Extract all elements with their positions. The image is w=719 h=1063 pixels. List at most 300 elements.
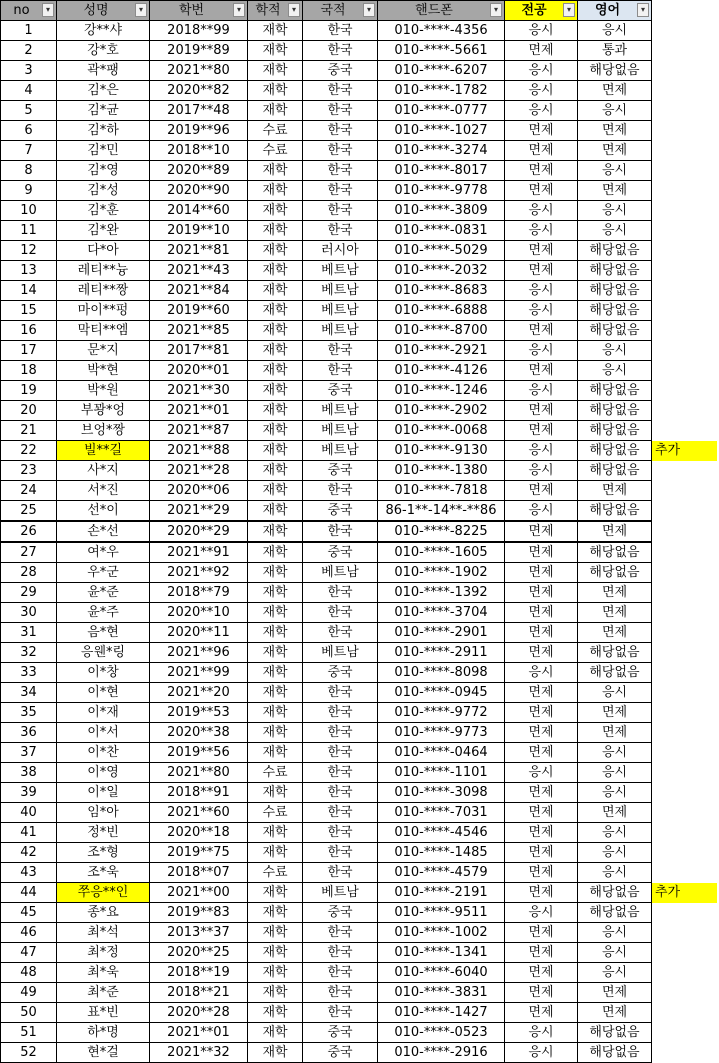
cell-sid[interactable]: 2021**01 — [150, 401, 248, 421]
cell-phone[interactable]: 010-****-1101 — [378, 763, 505, 783]
cell-note[interactable] — [652, 101, 718, 121]
cell-major[interactable]: 면제 — [505, 161, 578, 181]
cell-sid[interactable]: 2021**84 — [150, 281, 248, 301]
cell-name[interactable]: 김*은 — [57, 81, 150, 101]
cell-nat[interactable]: 한국 — [303, 963, 378, 983]
cell-note[interactable] — [652, 61, 718, 81]
cell-eng[interactable]: 응시 — [578, 743, 652, 763]
cell-phone[interactable]: 010-****-9772 — [378, 703, 505, 723]
cell-no[interactable]: 20 — [1, 401, 57, 421]
cell-nat[interactable]: 한국 — [303, 803, 378, 823]
cell-eng[interactable]: 해당없음 — [578, 883, 652, 903]
cell-status[interactable]: 재학 — [248, 201, 303, 221]
cell-eng[interactable]: 면제 — [578, 623, 652, 643]
cell-sid[interactable]: 2019**83 — [150, 903, 248, 923]
table-row[interactable] — [1, 663, 718, 683]
cell-no[interactable]: 33 — [1, 663, 57, 683]
cell-nat[interactable]: 베트남 — [303, 301, 378, 321]
cell-no[interactable]: 42 — [1, 843, 57, 863]
cell-major[interactable]: 응시 — [505, 341, 578, 361]
cell-no[interactable]: 7 — [1, 141, 57, 161]
cell-nat[interactable]: 중국 — [303, 542, 378, 563]
cell-name[interactable]: 우*군 — [57, 563, 150, 583]
cell-eng[interactable]: 해당없음 — [578, 421, 652, 441]
cell-major[interactable]: 응시 — [505, 763, 578, 783]
cell-name[interactable]: 막티**엠 — [57, 321, 150, 341]
cell-sid[interactable]: 2013**37 — [150, 923, 248, 943]
cell-phone[interactable]: 010-****-8017 — [378, 161, 505, 181]
cell-note[interactable] — [652, 281, 718, 301]
column-header-no[interactable] — [1, 1, 57, 21]
cell-major[interactable]: 면제 — [505, 121, 578, 141]
cell-phone[interactable]: 010-****-1392 — [378, 583, 505, 603]
cell-note[interactable] — [652, 81, 718, 101]
cell-status[interactable]: 재학 — [248, 743, 303, 763]
cell-sid[interactable]: 2021**01 — [150, 1023, 248, 1043]
cell-status[interactable]: 재학 — [248, 221, 303, 241]
cell-sid[interactable]: 2021**43 — [150, 261, 248, 281]
cell-status[interactable]: 재학 — [248, 381, 303, 401]
cell-note[interactable] — [652, 743, 718, 763]
cell-eng[interactable]: 응시 — [578, 783, 652, 803]
cell-sid[interactable]: 2021**60 — [150, 803, 248, 823]
cell-nat[interactable]: 한국 — [303, 723, 378, 743]
column-header-phone[interactable] — [378, 1, 505, 21]
cell-note[interactable] — [652, 923, 718, 943]
cell-sid[interactable]: 2021**87 — [150, 421, 248, 441]
cell-phone[interactable]: 010-****-8683 — [378, 281, 505, 301]
cell-phone[interactable]: 010-****-9130 — [378, 441, 505, 461]
cell-eng[interactable]: 면제 — [578, 521, 652, 542]
cell-nat[interactable]: 베트남 — [303, 883, 378, 903]
cell-phone[interactable]: 010-****-2916 — [378, 1043, 505, 1063]
table-row[interactable] — [1, 1043, 718, 1063]
cell-name[interactable]: 김*성 — [57, 181, 150, 201]
cell-status[interactable]: 수료 — [248, 121, 303, 141]
cell-phone[interactable]: 010-****-6207 — [378, 61, 505, 81]
table-row[interactable] — [1, 563, 718, 583]
cell-no[interactable]: 3 — [1, 61, 57, 81]
cell-nat[interactable]: 중국 — [303, 663, 378, 683]
cell-note[interactable] — [652, 421, 718, 441]
column-header-name[interactable] — [57, 1, 150, 21]
table-row[interactable] — [1, 121, 718, 141]
cell-phone[interactable]: 010-****-2921 — [378, 341, 505, 361]
cell-nat[interactable]: 베트남 — [303, 421, 378, 441]
cell-status[interactable]: 수료 — [248, 863, 303, 883]
cell-note[interactable] — [652, 381, 718, 401]
cell-major[interactable]: 면제 — [505, 241, 578, 261]
cell-sid[interactable]: 2021**96 — [150, 643, 248, 663]
cell-note[interactable]: 추가 — [652, 441, 718, 461]
cell-sid[interactable]: 2018**07 — [150, 863, 248, 883]
cell-phone[interactable]: 010-****-2032 — [378, 261, 505, 281]
cell-sid[interactable]: 2020**01 — [150, 361, 248, 381]
cell-major[interactable]: 면제 — [505, 563, 578, 583]
cell-sid[interactable]: 2020**25 — [150, 943, 248, 963]
column-header-major[interactable] — [505, 1, 578, 21]
cell-name[interactable]: 이*일 — [57, 783, 150, 803]
cell-name[interactable]: 윤*주 — [57, 603, 150, 623]
filter-dropdown-chevron-down-icon[interactable]: ▾ — [42, 3, 54, 17]
cell-major[interactable]: 면제 — [505, 401, 578, 421]
cell-sid[interactable]: 2018**99 — [150, 21, 248, 41]
cell-name[interactable]: 조*욱 — [57, 863, 150, 883]
cell-name[interactable]: 박*현 — [57, 361, 150, 381]
cell-no[interactable]: 39 — [1, 783, 57, 803]
cell-major[interactable]: 면제 — [505, 583, 578, 603]
table-row[interactable] — [1, 963, 718, 983]
cell-note[interactable] — [652, 141, 718, 161]
cell-nat[interactable]: 한국 — [303, 21, 378, 41]
cell-status[interactable]: 재학 — [248, 663, 303, 683]
cell-eng[interactable]: 해당없음 — [578, 441, 652, 461]
cell-status[interactable]: 재학 — [248, 963, 303, 983]
cell-phone[interactable]: 010-****-0777 — [378, 101, 505, 121]
table-row[interactable] — [1, 101, 718, 121]
table-row[interactable] — [1, 883, 718, 903]
cell-note[interactable] — [652, 903, 718, 923]
cell-name[interactable]: 마이**펑 — [57, 301, 150, 321]
cell-nat[interactable]: 한국 — [303, 81, 378, 101]
cell-name[interactable]: 곽*팽 — [57, 61, 150, 81]
table-row[interactable] — [1, 221, 718, 241]
cell-phone[interactable]: 010-****-0523 — [378, 1023, 505, 1043]
table-row[interactable] — [1, 141, 718, 161]
cell-nat[interactable]: 한국 — [303, 521, 378, 542]
cell-note[interactable] — [652, 863, 718, 883]
cell-note[interactable] — [652, 261, 718, 281]
cell-note[interactable] — [652, 643, 718, 663]
table-row[interactable] — [1, 321, 718, 341]
cell-name[interactable]: 최*정 — [57, 943, 150, 963]
cell-name[interactable]: 최*석 — [57, 923, 150, 943]
cell-no[interactable]: 26 — [1, 521, 57, 542]
cell-nat[interactable]: 한국 — [303, 221, 378, 241]
cell-major[interactable]: 면제 — [505, 843, 578, 863]
cell-eng[interactable]: 응시 — [578, 763, 652, 783]
cell-status[interactable]: 재학 — [248, 441, 303, 461]
cell-major[interactable]: 응시 — [505, 441, 578, 461]
cell-nat[interactable]: 한국 — [303, 181, 378, 201]
cell-no[interactable]: 12 — [1, 241, 57, 261]
cell-name[interactable]: 이*영 — [57, 763, 150, 783]
cell-nat[interactable]: 한국 — [303, 863, 378, 883]
cell-status[interactable]: 재학 — [248, 61, 303, 81]
cell-name[interactable]: 선*이 — [57, 501, 150, 522]
cell-phone[interactable]: 010-****-8225 — [378, 521, 505, 542]
cell-status[interactable]: 재학 — [248, 923, 303, 943]
cell-sid[interactable]: 2020**06 — [150, 481, 248, 501]
cell-status[interactable]: 재학 — [248, 903, 303, 923]
cell-no[interactable]: 51 — [1, 1023, 57, 1043]
cell-major[interactable]: 면제 — [505, 181, 578, 201]
table-row[interactable] — [1, 241, 718, 261]
filter-dropdown-chevron-down-icon[interactable]: ▾ — [233, 3, 245, 17]
cell-nat[interactable]: 러시아 — [303, 241, 378, 261]
cell-no[interactable]: 52 — [1, 1043, 57, 1063]
cell-status[interactable]: 재학 — [248, 623, 303, 643]
cell-status[interactable]: 재학 — [248, 361, 303, 381]
cell-name[interactable]: 이*창 — [57, 663, 150, 683]
cell-name[interactable]: 레티**늉 — [57, 261, 150, 281]
table-row[interactable] — [1, 623, 718, 643]
cell-status[interactable]: 재학 — [248, 542, 303, 563]
cell-major[interactable]: 면제 — [505, 823, 578, 843]
cell-eng[interactable]: 면제 — [578, 141, 652, 161]
cell-eng[interactable]: 해당없음 — [578, 1023, 652, 1043]
cell-no[interactable]: 35 — [1, 703, 57, 723]
cell-name[interactable]: 김*하 — [57, 121, 150, 141]
column-header-sid[interactable] — [150, 1, 248, 21]
cell-no[interactable]: 45 — [1, 903, 57, 923]
cell-phone[interactable]: 010-****-1782 — [378, 81, 505, 101]
cell-nat[interactable]: 한국 — [303, 341, 378, 361]
cell-eng[interactable]: 해당없음 — [578, 663, 652, 683]
cell-major[interactable]: 면제 — [505, 743, 578, 763]
cell-sid[interactable]: 2020**89 — [150, 161, 248, 181]
cell-major[interactable]: 응시 — [505, 301, 578, 321]
cell-major[interactable]: 응시 — [505, 1023, 578, 1043]
cell-no[interactable]: 2 — [1, 41, 57, 61]
cell-name[interactable]: 서*진 — [57, 481, 150, 501]
cell-phone[interactable]: 010-****-3274 — [378, 141, 505, 161]
cell-name[interactable]: 브엉*짱 — [57, 421, 150, 441]
cell-note[interactable] — [652, 783, 718, 803]
cell-note[interactable] — [652, 803, 718, 823]
cell-status[interactable]: 재학 — [248, 301, 303, 321]
cell-eng[interactable]: 면제 — [578, 1003, 652, 1023]
cell-phone[interactable]: 010-****-1902 — [378, 563, 505, 583]
cell-major[interactable]: 면제 — [505, 1003, 578, 1023]
cell-phone[interactable]: 86-1**-14**-**86 — [378, 501, 505, 522]
cell-status[interactable]: 재학 — [248, 683, 303, 703]
cell-eng[interactable]: 해당없음 — [578, 542, 652, 563]
cell-status[interactable]: 재학 — [248, 603, 303, 623]
cell-status[interactable]: 수료 — [248, 763, 303, 783]
cell-sid[interactable]: 2021**00 — [150, 883, 248, 903]
table-row[interactable] — [1, 161, 718, 181]
cell-note[interactable] — [652, 823, 718, 843]
cell-note[interactable] — [652, 501, 718, 522]
cell-major[interactable]: 면제 — [505, 643, 578, 663]
cell-sid[interactable]: 2014**60 — [150, 201, 248, 221]
cell-no[interactable]: 32 — [1, 643, 57, 663]
table-row[interactable] — [1, 723, 718, 743]
cell-phone[interactable]: 010-****-6888 — [378, 301, 505, 321]
cell-note[interactable] — [652, 161, 718, 181]
cell-no[interactable]: 5 — [1, 101, 57, 121]
cell-note[interactable] — [652, 481, 718, 501]
cell-sid[interactable]: 2019**60 — [150, 301, 248, 321]
cell-note[interactable] — [652, 703, 718, 723]
cell-name[interactable]: 최*욱 — [57, 963, 150, 983]
cell-major[interactable]: 응시 — [505, 663, 578, 683]
table-row[interactable] — [1, 1003, 718, 1023]
cell-eng[interactable]: 해당없음 — [578, 301, 652, 321]
cell-name[interactable]: 현*걸 — [57, 1043, 150, 1063]
cell-sid[interactable]: 2021**80 — [150, 61, 248, 81]
cell-phone[interactable]: 010-****-2901 — [378, 623, 505, 643]
cell-nat[interactable]: 베트남 — [303, 401, 378, 421]
cell-eng[interactable]: 해당없음 — [578, 321, 652, 341]
cell-sid[interactable]: 2020**82 — [150, 81, 248, 101]
cell-major[interactable]: 면제 — [505, 943, 578, 963]
cell-no[interactable]: 11 — [1, 221, 57, 241]
cell-eng[interactable]: 통과 — [578, 41, 652, 61]
cell-nat[interactable]: 한국 — [303, 843, 378, 863]
cell-status[interactable]: 재학 — [248, 161, 303, 181]
table-row[interactable] — [1, 903, 718, 923]
cell-sid[interactable]: 2021**88 — [150, 441, 248, 461]
cell-nat[interactable]: 한국 — [303, 481, 378, 501]
cell-sid[interactable]: 2020**28 — [150, 1003, 248, 1023]
cell-status[interactable]: 재학 — [248, 241, 303, 261]
cell-sid[interactable]: 2019**53 — [150, 703, 248, 723]
cell-note[interactable] — [652, 843, 718, 863]
cell-sid[interactable]: 2020**11 — [150, 623, 248, 643]
cell-phone[interactable]: 010-****-2911 — [378, 643, 505, 663]
cell-note[interactable] — [652, 241, 718, 261]
cell-status[interactable]: 재학 — [248, 501, 303, 522]
cell-no[interactable]: 41 — [1, 823, 57, 843]
cell-major[interactable]: 응시 — [505, 461, 578, 481]
table-row[interactable] — [1, 763, 718, 783]
cell-note[interactable] — [652, 1043, 718, 1063]
cell-nat[interactable]: 중국 — [303, 61, 378, 81]
cell-phone[interactable]: 010-****-3809 — [378, 201, 505, 221]
cell-sid[interactable]: 2018**21 — [150, 983, 248, 1003]
cell-sid[interactable]: 2020**18 — [150, 823, 248, 843]
cell-sid[interactable]: 2020**38 — [150, 723, 248, 743]
cell-major[interactable]: 응시 — [505, 903, 578, 923]
cell-name[interactable]: 손*선 — [57, 521, 150, 542]
table-row[interactable] — [1, 943, 718, 963]
cell-major[interactable]: 면제 — [505, 141, 578, 161]
cell-no[interactable]: 1 — [1, 21, 57, 41]
table-row[interactable] — [1, 201, 718, 221]
cell-phone[interactable]: 010-****-5029 — [378, 241, 505, 261]
cell-name[interactable]: 김*훈 — [57, 201, 150, 221]
cell-no[interactable]: 44 — [1, 883, 57, 903]
table-row[interactable] — [1, 341, 718, 361]
cell-sid[interactable]: 2018**10 — [150, 141, 248, 161]
table-row[interactable] — [1, 441, 718, 461]
cell-eng[interactable]: 응시 — [578, 923, 652, 943]
table-row[interactable] — [1, 923, 718, 943]
cell-major[interactable]: 응시 — [505, 501, 578, 522]
cell-phone[interactable]: 010-****-6040 — [378, 963, 505, 983]
cell-phone[interactable]: 010-****-4126 — [378, 361, 505, 381]
cell-note[interactable] — [652, 221, 718, 241]
cell-eng[interactable]: 응시 — [578, 221, 652, 241]
cell-no[interactable]: 15 — [1, 301, 57, 321]
cell-sid[interactable]: 2017**48 — [150, 101, 248, 121]
cell-status[interactable]: 재학 — [248, 943, 303, 963]
cell-no[interactable]: 30 — [1, 603, 57, 623]
cell-phone[interactable]: 010-****-9773 — [378, 723, 505, 743]
cell-no[interactable]: 50 — [1, 1003, 57, 1023]
cell-nat[interactable]: 한국 — [303, 683, 378, 703]
cell-major[interactable]: 면제 — [505, 41, 578, 61]
cell-nat[interactable]: 한국 — [303, 983, 378, 1003]
cell-name[interactable]: 이*서 — [57, 723, 150, 743]
cell-major[interactable]: 면제 — [505, 783, 578, 803]
cell-name[interactable]: 김*균 — [57, 101, 150, 121]
cell-nat[interactable]: 한국 — [303, 201, 378, 221]
table-row[interactable] — [1, 803, 718, 823]
cell-phone[interactable]: 010-****-1427 — [378, 1003, 505, 1023]
cell-no[interactable]: 19 — [1, 381, 57, 401]
cell-name[interactable]: 조*형 — [57, 843, 150, 863]
cell-nat[interactable]: 중국 — [303, 1043, 378, 1063]
cell-nat[interactable]: 한국 — [303, 583, 378, 603]
cell-major[interactable]: 면제 — [505, 683, 578, 703]
cell-phone[interactable]: 010-****-2191 — [378, 883, 505, 903]
cell-eng[interactable]: 면제 — [578, 583, 652, 603]
cell-major[interactable]: 면제 — [505, 863, 578, 883]
cell-major[interactable]: 면제 — [505, 883, 578, 903]
cell-sid[interactable]: 2021**29 — [150, 501, 248, 522]
cell-status[interactable]: 재학 — [248, 181, 303, 201]
cell-eng[interactable]: 응시 — [578, 101, 652, 121]
cell-no[interactable]: 29 — [1, 583, 57, 603]
cell-eng[interactable]: 해당없음 — [578, 563, 652, 583]
cell-phone[interactable]: 010-****-1027 — [378, 121, 505, 141]
cell-major[interactable]: 면제 — [505, 542, 578, 563]
cell-note[interactable] — [652, 563, 718, 583]
cell-nat[interactable]: 한국 — [303, 161, 378, 181]
cell-nat[interactable]: 한국 — [303, 361, 378, 381]
cell-no[interactable]: 17 — [1, 341, 57, 361]
cell-nat[interactable]: 한국 — [303, 1003, 378, 1023]
cell-eng[interactable]: 면제 — [578, 803, 652, 823]
table-row[interactable] — [1, 521, 718, 542]
cell-phone[interactable]: 010-****-3704 — [378, 603, 505, 623]
cell-phone[interactable]: 010-****-3098 — [378, 783, 505, 803]
table-row[interactable] — [1, 703, 718, 723]
cell-nat[interactable]: 중국 — [303, 461, 378, 481]
column-header-nat[interactable] — [303, 1, 378, 21]
cell-major[interactable]: 면제 — [505, 923, 578, 943]
cell-name[interactable]: 빌**길 — [57, 441, 150, 461]
cell-name[interactable]: 최*준 — [57, 983, 150, 1003]
cell-nat[interactable]: 베트남 — [303, 441, 378, 461]
cell-no[interactable]: 8 — [1, 161, 57, 181]
table-row[interactable] — [1, 81, 718, 101]
cell-name[interactable]: 하*명 — [57, 1023, 150, 1043]
cell-note[interactable] — [652, 663, 718, 683]
cell-phone[interactable]: 010-****-1002 — [378, 923, 505, 943]
cell-phone[interactable]: 010-****-1341 — [378, 943, 505, 963]
cell-sid[interactable]: 2019**75 — [150, 843, 248, 863]
cell-name[interactable]: 이*현 — [57, 683, 150, 703]
cell-no[interactable]: 21 — [1, 421, 57, 441]
cell-no[interactable]: 31 — [1, 623, 57, 643]
cell-name[interactable]: 응웬*링 — [57, 643, 150, 663]
cell-name[interactable]: 이*찬 — [57, 743, 150, 763]
cell-status[interactable]: 재학 — [248, 401, 303, 421]
cell-phone[interactable]: 010-****-0831 — [378, 221, 505, 241]
cell-major[interactable]: 면제 — [505, 623, 578, 643]
cell-eng[interactable]: 응시 — [578, 361, 652, 381]
cell-name[interactable]: 김*영 — [57, 161, 150, 181]
cell-name[interactable]: 정*빈 — [57, 823, 150, 843]
cell-eng[interactable]: 응시 — [578, 843, 652, 863]
cell-eng[interactable]: 해당없음 — [578, 281, 652, 301]
cell-note[interactable] — [652, 361, 718, 381]
column-header-status[interactable] — [248, 1, 303, 21]
